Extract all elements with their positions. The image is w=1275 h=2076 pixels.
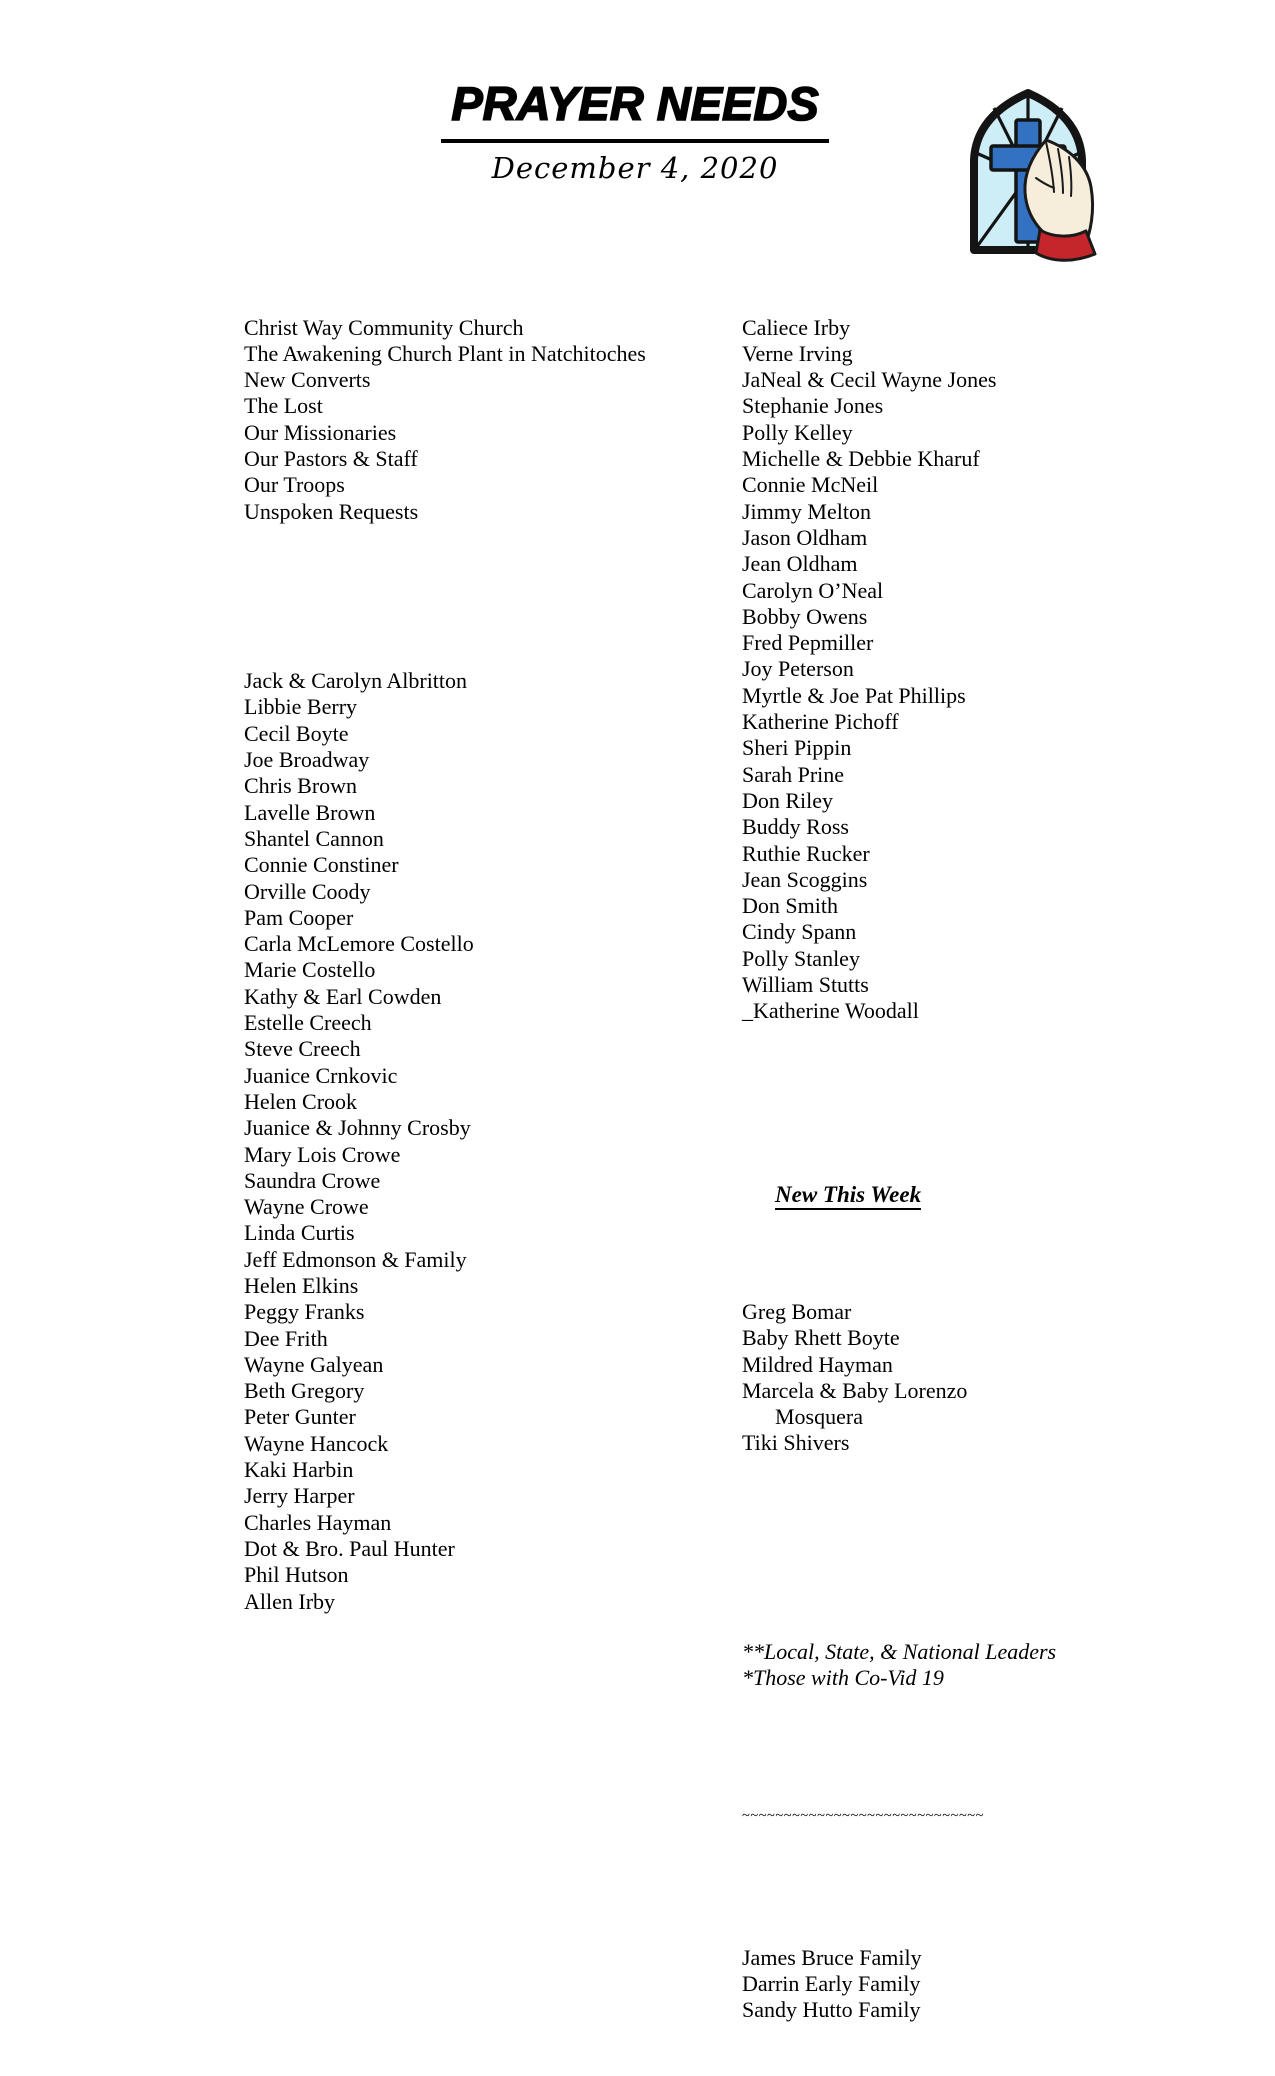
list-item: Wayne Galyean xyxy=(244,1351,384,1377)
right-column xyxy=(742,262,1162,2076)
list-item: Marcela & Baby Lorenzo xyxy=(742,1377,968,1403)
list-item: Sandy Hutto Family xyxy=(742,1997,921,2023)
list-item: Our Pastors & Staff xyxy=(244,446,418,472)
list-item: Myrtle & Joe Pat Phillips xyxy=(742,682,966,708)
list-item: Jerry Harper xyxy=(244,1483,355,1509)
list-item: Orville Coody xyxy=(244,878,371,904)
spacer xyxy=(244,578,714,616)
list-item: Mary Lois Crowe xyxy=(244,1141,401,1167)
list-item: Allen Irby xyxy=(244,1588,336,1614)
list-item: Don Riley xyxy=(742,787,834,813)
left-column xyxy=(244,262,714,1667)
list-item: Don Smith xyxy=(742,893,838,919)
spacer xyxy=(742,1077,1162,1103)
list-item: Libbie Berry xyxy=(244,694,358,720)
list-item: Verne Irving xyxy=(742,340,853,366)
list-item: Our Missionaries xyxy=(244,419,397,445)
list-item: The Awakening Church Plant in Natchitoches xyxy=(244,340,646,366)
list-item: Kaki Harbin xyxy=(244,1457,354,1483)
list-item: Unspoken Requests xyxy=(244,498,419,524)
left-names-list xyxy=(244,668,714,1615)
list-item: Charles Hayman xyxy=(244,1509,392,1535)
list-item: Saundra Crowe xyxy=(244,1167,381,1193)
list-item: JaNeal & Cecil Wayne Jones xyxy=(742,367,997,393)
right-names-list xyxy=(742,315,1162,1025)
list-item: Connie McNeil xyxy=(742,472,879,498)
list-item: Peter Gunter xyxy=(244,1404,356,1430)
new-this-week-heading: New This Week xyxy=(775,1183,921,1210)
list-item: Helen Elkins xyxy=(244,1272,359,1298)
list-item: Christ Way Community Church xyxy=(244,314,524,340)
list-item: Jason Oldham xyxy=(742,524,868,550)
spacer xyxy=(742,1562,1162,1586)
list-item: _Katherine Woodall xyxy=(742,998,919,1024)
list-item: Connie Constiner xyxy=(244,852,399,878)
list-item: Mosquera xyxy=(742,1404,863,1430)
list-item: Kathy & Earl Cowden xyxy=(244,983,442,1009)
list-item: Fred Pepmiller xyxy=(742,630,874,656)
list-item: Carla McLemore Costello xyxy=(244,931,474,957)
list-item: The Lost xyxy=(244,393,323,419)
list-item: Polly Kelley xyxy=(742,419,853,445)
list-item: Dee Frith xyxy=(244,1325,328,1351)
page-date: December 4, 2020 xyxy=(491,150,779,185)
footnote-item: **Local, State, & National Leaders xyxy=(742,1638,1057,1664)
list-item: Peggy Franks xyxy=(244,1299,365,1325)
list-item: Shantel Cannon xyxy=(244,825,384,851)
list-item: Juanice & Johnny Crosby xyxy=(244,1115,471,1141)
spacer xyxy=(742,1744,1162,1754)
list-item: Chris Brown xyxy=(244,773,358,799)
praying-hands-stained-glass-icon xyxy=(952,80,1104,258)
list-item: Marie Costello xyxy=(244,957,376,983)
list-item: Mildred Hayman xyxy=(742,1351,893,1377)
list-item: Michelle & Debbie Kharuf xyxy=(742,446,980,472)
footnotes-list xyxy=(742,1639,1162,1692)
list-item: Caliece Irby xyxy=(742,314,851,340)
list-item: Phil Hutson xyxy=(244,1562,349,1588)
list-item: William Stutts xyxy=(742,972,869,998)
spacer xyxy=(742,1879,1162,1892)
list-item: Estelle Creech xyxy=(244,1010,372,1036)
list-item: Our Troops xyxy=(244,472,345,498)
list-item: Baby Rhett Boyte xyxy=(742,1325,900,1351)
list-item: James Bruce Family xyxy=(742,1944,922,1970)
list-item: Cindy Spann xyxy=(742,919,857,945)
list-item: New Converts xyxy=(244,367,371,393)
list-item: Buddy Ross xyxy=(742,814,849,840)
page-title: PRAYER NEEDS xyxy=(441,78,828,143)
list-item: Jeff Edmonson & Family xyxy=(244,1246,467,1272)
list-item: Jean Scoggins xyxy=(742,866,868,892)
list-item: Joe Broadway xyxy=(244,747,370,773)
tilde-divider: ~~~~~~~~~~~~~~~~~~~~~~~~~~~~~ xyxy=(742,1808,984,1825)
list-item: Helen Crook xyxy=(244,1088,358,1114)
list-item: Beth Gregory xyxy=(244,1378,365,1404)
list-item: Steve Creech xyxy=(244,1036,361,1062)
list-item: Joy Peterson xyxy=(742,656,854,682)
spacer xyxy=(742,1240,1162,1246)
list-item: Tiki Shivers xyxy=(742,1430,850,1456)
list-item: Sheri Pippin xyxy=(742,735,852,761)
list-item: Dot & Bro. Paul Hunter xyxy=(244,1535,455,1561)
list-item: Greg Bomar xyxy=(742,1298,852,1324)
list-item: Sarah Prine xyxy=(742,761,845,787)
list-item: Jean Oldham xyxy=(742,551,858,577)
list-item: Bobby Owens xyxy=(742,603,868,629)
list-item: Juanice Crnkovic xyxy=(244,1062,398,1088)
list-item: Pam Cooper xyxy=(244,904,354,930)
list-item: Lavelle Brown xyxy=(244,799,376,825)
list-item: Wayne Hancock xyxy=(244,1430,389,1456)
footnote-item: *Those with Co-Vid 19 xyxy=(742,1664,944,1690)
list-item: Ruthie Rucker xyxy=(742,840,870,866)
list-item: Darrin Early Family xyxy=(742,1970,921,1996)
new-this-week-section xyxy=(742,1156,1162,1510)
group-requests-list xyxy=(244,315,714,525)
list-item: Cecil Boyte xyxy=(244,720,349,746)
list-item: Stephanie Jones xyxy=(742,393,884,419)
list-item: Katherine Pichoff xyxy=(742,709,899,735)
new-this-week-list xyxy=(742,1299,1162,1457)
families-list xyxy=(742,1945,1162,2024)
list-item: Jimmy Melton xyxy=(742,498,871,524)
list-item: Wayne Crowe xyxy=(244,1194,369,1220)
list-item: Polly Stanley xyxy=(742,945,860,971)
list-item: Jack & Carolyn Albritton xyxy=(244,668,468,694)
list-item: Carolyn O’Neal xyxy=(742,577,884,603)
list-item: Linda Curtis xyxy=(244,1220,355,1246)
